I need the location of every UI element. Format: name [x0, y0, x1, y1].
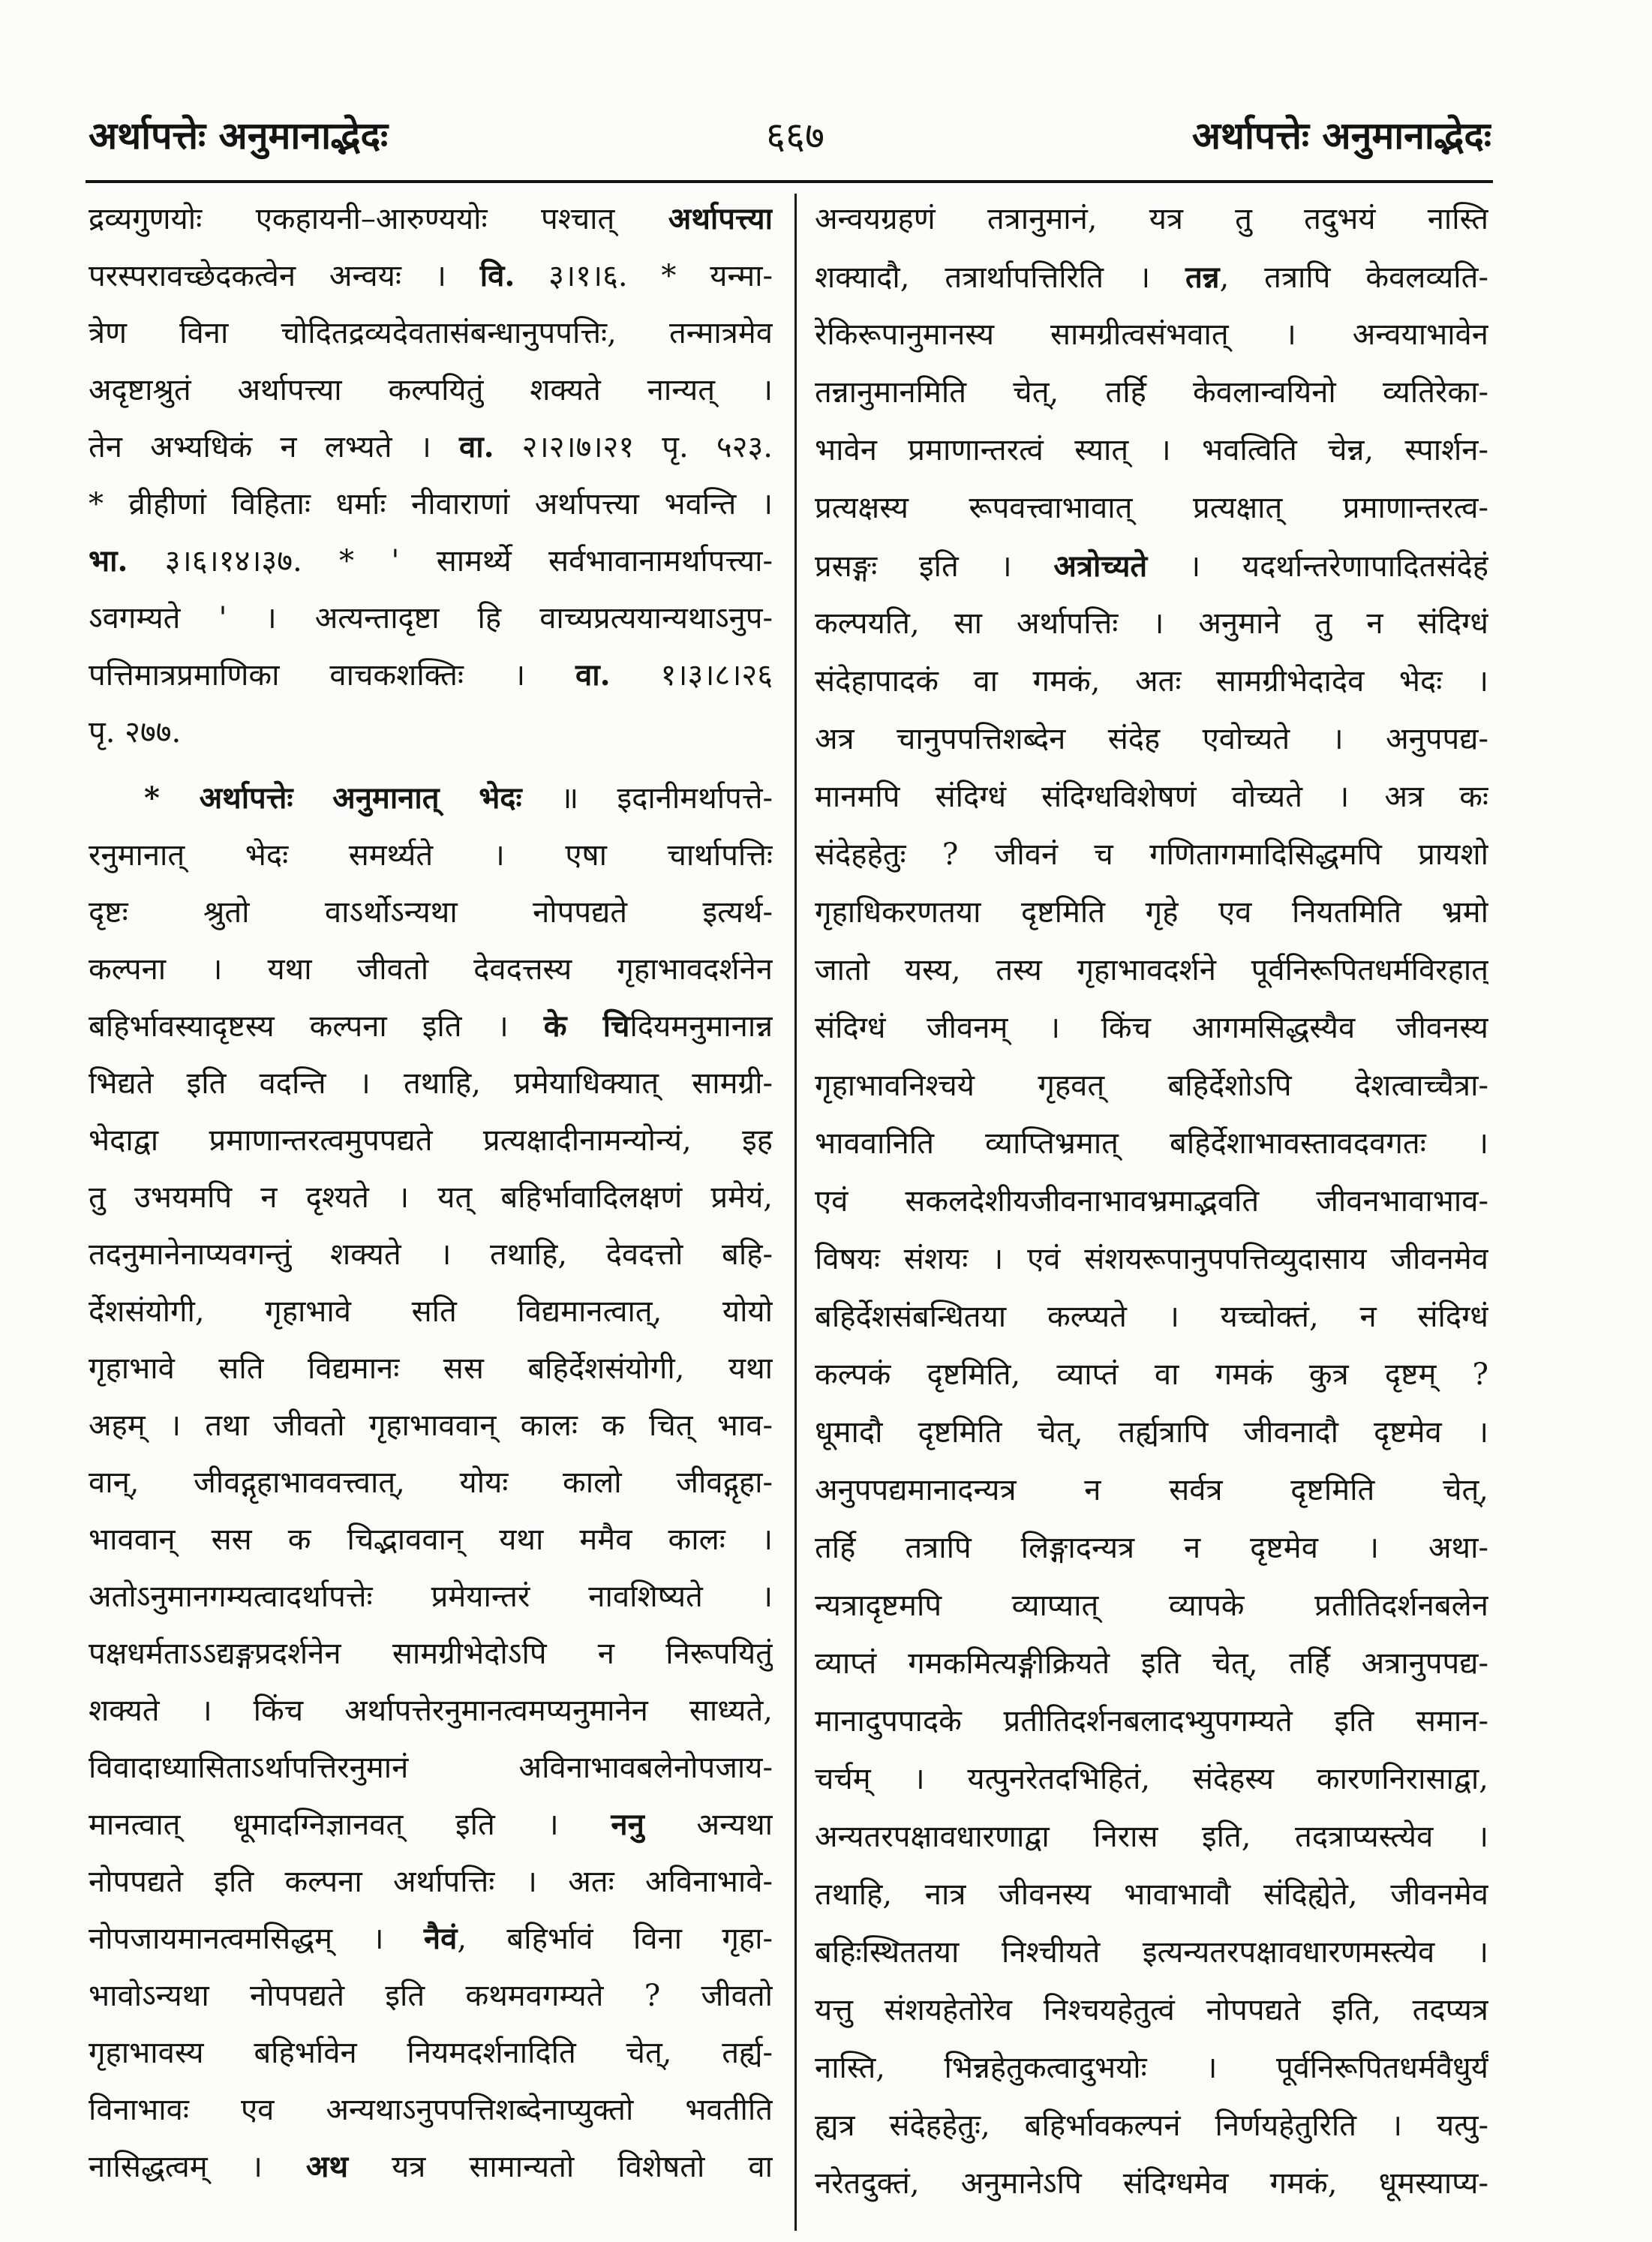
text-run: २।२।७।२१ पृ. ५२३. — [494, 430, 773, 464]
text-line — [89, 1796, 773, 1853]
text-run: कल्पयति, सा अर्थापत्तिः । अनुमाने तु न संदिग्धं — [815, 606, 1488, 641]
text-run: तदनुमानेनाप्यवगन्तुं शक्यते । तथाहि, देवदत्तो बहि- — [89, 1237, 773, 1272]
text-run: दृष्टः श्रुतो वाऽर्थोऽन्यथा नोपपद्यते इत्यर्थ- — [89, 895, 773, 930]
text-run: शक्यते । किंच अर्थापत्तेरनुमानत्वमप्यनुमानेन साध्यते, — [89, 1694, 773, 1728]
text-run: गृहाभावस्य बहिर्भावेन नियमदर्शनादिति चेत्, तर्ह्य- — [89, 2036, 773, 2070]
text-line — [89, 1112, 773, 1169]
text-line — [89, 248, 773, 305]
text-run: गृहाभावे सति विद्यमानः सस बहिर्देशसंयोगी, यथा — [89, 1351, 773, 1386]
text-run: मानादुपपादके प्रतीतिदर्शनबलादभ्युपगम्यते इति समान- — [815, 1704, 1488, 1739]
right-column — [815, 191, 1488, 2213]
text-line — [89, 1454, 773, 1511]
text-run: परस्परावच्छेदकत्वेन अन्वयः । — [89, 259, 480, 293]
text-run: प्रसङ्गः इति । — [815, 549, 1054, 584]
text-line — [815, 1057, 1488, 1115]
text-line — [89, 362, 773, 419]
text-run: पत्तिमात्रप्रमाणिका वाचकशक्तिः । — [89, 658, 576, 693]
text-line — [815, 537, 1488, 595]
text-run: वान्, जीवद्गृहाभाववत्त्वात्, योयः कालो जीवद्गृहा- — [89, 1465, 773, 1500]
text-line — [89, 1739, 773, 1796]
text-run: जातो यस्य, तस्य गृहाभावदर्शने पूर्वनिरूपितधर्मविरहात् — [815, 953, 1488, 987]
text-line — [89, 1625, 773, 1682]
text-run: अन्वयग्रहणं तत्रानुमानं, यत्र तु तदुभयं नास्ति — [815, 202, 1488, 236]
text-run: गृहाभावनिश्चये गृहवत् बहिर्देशोऽपि देशत्वाच्चैत्रा- — [815, 1068, 1488, 1103]
text-line — [89, 1511, 773, 1568]
text-line — [815, 1346, 1488, 1404]
text-line — [89, 590, 773, 647]
text-line — [815, 1635, 1488, 1693]
text-run: एवं सकलदेशीयजीवनाभावभ्रमाद्भवति जीवनभावाभाव- — [815, 1184, 1488, 1219]
text-line — [815, 1808, 1488, 1866]
text-line — [89, 827, 773, 884]
running-head-right: अर्थापत्तेः अनुमानाद्भेदः — [1191, 113, 1491, 158]
text-line — [815, 1404, 1488, 1462]
bold-text-run: वि. — [479, 258, 515, 293]
text-run: संदेहहेतुः ? जीवनं च गणितागमादिसिद्धमपि प्रायशो — [815, 837, 1488, 872]
text-line — [89, 1055, 773, 1112]
text-run: रनुमानात् भेदः समर्थ्यते । एषा चार्थापत्तिः — [89, 838, 773, 873]
text-line — [815, 2039, 1488, 2097]
text-line — [815, 1288, 1488, 1346]
text-run: ॥ इदानीमर्थापत्ते- — [521, 781, 773, 816]
text-line — [815, 1751, 1488, 1808]
text-run: यत्र सामान्यतो विशेषतो वा — [348, 2150, 773, 2184]
text-run: मानत्वात् धूमादग्निज्ञानवत् इति । — [89, 1808, 611, 1842]
text-run: अनुपपद्यमानादन्यत्र न सर्वत्र दृष्टमिति चेत्, — [815, 1473, 1488, 1507]
text-run: प्रत्यक्षस्य रूपवत्त्वाभावात् प्रत्यक्षात् प्रमाणान्तरत्व- — [815, 491, 1488, 525]
text-run: अदृष्टाश्रुतं अर्थापत्त्या कल्पयितुं शक्यते नान्यत् । — [89, 373, 773, 407]
text-run: विनाभावः एव अन्यथाऽनुपपत्तिशब्देनाप्युक्तो भवतीति — [89, 2093, 773, 2127]
text-run: न्यत्रादृष्टमपि व्याप्यात् व्यापके प्रतीतिदर्शनबलेन — [815, 1588, 1488, 1623]
text-line — [815, 1866, 1488, 1924]
text-run: पृ. २७७. — [89, 715, 182, 750]
text-line — [815, 306, 1488, 364]
text-line — [815, 1173, 1488, 1231]
text-line — [89, 476, 773, 533]
text-line — [815, 999, 1488, 1057]
text-run: ३।१।६. * यन्मा- — [515, 259, 773, 293]
text-run: भावेन प्रमाणान्तरत्वं स्यात् । भवत्विति चेन्न, स्पार्शन- — [815, 433, 1488, 467]
bold-text-run: * अर्थापत्तेः अनुमानात् भेदः — [144, 780, 522, 816]
header-rule — [86, 180, 1493, 183]
bold-text-run: के चि — [543, 1008, 630, 1044]
text-run: तर्हि तत्रापि लिङ्गादन्यत्र न दृष्टमेव । अथा- — [815, 1531, 1488, 1565]
text-run: ३।६।१४।३७. * ' सामर्थ्ये सर्वभावानामर्थापत्त्या- — [128, 544, 773, 579]
text-line — [815, 595, 1488, 653]
bold-text-run: वा. — [458, 429, 494, 464]
text-run: नासिद्धत्वम् । — [89, 2150, 306, 2184]
text-line — [89, 1568, 773, 1625]
text-line — [815, 1519, 1488, 1577]
text-run: भाववान् सस क चिद्भाववान् यथा ममैव कालः । — [89, 1522, 773, 1557]
text-run: तेन अभ्यधिकं न लभ्यते । — [89, 430, 459, 464]
column-divider — [794, 194, 797, 2231]
text-line — [815, 2097, 1488, 2155]
text-run: कल्पकं दृष्टमिति, व्याप्तं वा गमकं कुत्र दृष्टम् ? — [815, 1357, 1488, 1392]
text-line — [89, 191, 773, 248]
text-run: नरेतदुक्तं, अनुमानेऽपि संदिग्धमेव गमकं, धूमस्याप्य- — [815, 2166, 1488, 2201]
text-line — [89, 419, 773, 476]
text-run: ऽवगम्यते ' । अत्यन्तादृष्टा हि वाच्यप्रत्ययान्यथाऽनुप- — [89, 601, 773, 636]
text-run: पक्षधर्मताऽऽद्यङ्गप्रदर्शनेन सामग्रीभेदोऽपि न निरूपयितुं — [89, 1636, 773, 1671]
text-line — [89, 2138, 773, 2195]
text-run: शक्यादौ, तत्रार्थापत्तिरिति । — [815, 260, 1185, 295]
text-line — [89, 1682, 773, 1739]
text-run: अन्यथा — [644, 1808, 773, 1842]
text-line — [89, 704, 773, 761]
text-run: ह्यत्र संदेहहेतुः, बहिर्भावकल्पनं निर्णयहेतुरिति । यत्पु- — [815, 2108, 1488, 2143]
text-run: द्रव्यगुणयोः एकहायनी–आरुण्ययोः पश्चात् — [89, 202, 668, 236]
text-line — [89, 305, 773, 362]
text-run: बहिःस्थिततया निश्चीयते इत्यन्यतरपक्षावधारणमस्त्येव । — [815, 1935, 1488, 1970]
text-run: नास्ति, भिन्नहेतुकत्वादुभयोः । पूर्वनिरूपितधर्मवैधुर्यं — [815, 2051, 1488, 2085]
bold-text-run: भा. — [89, 543, 128, 579]
text-line — [815, 479, 1488, 537]
text-line — [815, 711, 1488, 768]
text-run: त्रेण विना चोदितद्रव्यदेवतासंबन्धानुपपत्तिः, तन्मात्रमेव — [89, 316, 773, 350]
text-run: भावोऽन्यथा नोपपद्यते इति कथमवगम्यते ? जीवतो — [89, 1979, 773, 2013]
bold-text-run: अर्थापत्त्या — [668, 201, 773, 236]
text-line — [815, 248, 1488, 306]
text-run: अत्र चानुपपत्तिशब्देन संदेह एवोच्यते । अनुपपद्य- — [815, 722, 1488, 756]
text-line — [89, 998, 773, 1055]
text-run: विवादाध्यासिताऽर्थापत्तिरनुमानं अविनाभावबलेनोपजाय- — [89, 1751, 773, 1785]
text-run: भिद्यते इति वदन्ति । तथाहि, प्रमेयाधिक्यात् सामग्री- — [89, 1066, 773, 1101]
text-line — [89, 533, 773, 590]
text-run: धूमादौ दृष्टमिति चेत्, तर्ह्यत्रापि जीवनादौ दृष्टमेव । — [815, 1415, 1488, 1450]
text-run: नोपपद्यते इति कल्पना अर्थापत्तिः । अतः अविनाभावे- — [89, 1865, 773, 1899]
text-run: तथाहि, नात्र जीवनस्य भावाभावौ संदिह्येते, जीवनमेव — [815, 1877, 1488, 1912]
bold-text-run: तन्न — [1185, 260, 1220, 295]
text-run: * व्रीहीणां विहिताः धर्माः नीवाराणां अर्थापत्त्या भवन्ति । — [89, 487, 773, 521]
text-line — [815, 942, 1488, 999]
bold-text-run: अथ — [305, 2149, 349, 2184]
text-run: अन्यतरपक्षावधारणाद्वा निरास इति, तदत्राप्यस्त्येव । — [815, 1820, 1488, 1854]
text-line — [815, 1982, 1488, 2039]
text-run: बहिर्देशसंबन्धितया कल्प्यते । यच्चोक्तं, न संदिग्धं — [815, 1300, 1488, 1334]
text-line — [815, 1577, 1488, 1635]
text-line — [89, 1853, 773, 1910]
text-line — [89, 1340, 773, 1397]
text-run: कल्पना । यथा जीवतो देवदत्तस्य गृहाभावदर्शनेन — [89, 952, 773, 987]
text-run: गृहाधिकरणतया दृष्टमिति गृहे एव नियतमिति भ्रमो — [815, 895, 1488, 930]
text-line — [815, 1924, 1488, 1982]
text-line — [815, 191, 1488, 248]
text-run: १।३।८।२६ — [610, 658, 773, 693]
text-run: भाववानिति व्याप्तिभ्रमात् बहिर्देशाभावस्तावदवगतः । — [815, 1126, 1488, 1161]
text-line — [89, 941, 773, 998]
text-run: र्देशसंयोगी, गृहाभावे सति विद्यमानत्वात्, योयो — [89, 1294, 773, 1329]
text-line — [815, 1462, 1488, 1519]
text-run: । यदर्थान्तरेणापादितसंदेहं — [1147, 549, 1488, 584]
bold-text-run: ननु — [611, 1807, 644, 1842]
text-line — [89, 647, 773, 704]
text-line — [815, 2155, 1488, 2213]
text-run: , तत्रापि केवलव्यति- — [1219, 260, 1488, 295]
text-line — [815, 1115, 1488, 1173]
left-column — [89, 191, 773, 2195]
text-run: संदेहापादकं वा गमकं, अतः सामग्रीभेदादेव भेदः । — [815, 664, 1488, 699]
text-line — [89, 1910, 773, 1967]
text-line — [89, 2024, 773, 2081]
text-line — [89, 884, 773, 941]
text-line — [815, 826, 1488, 884]
text-line — [815, 884, 1488, 942]
text-run: मानमपि संदिग्धं संदिग्धविशेषणं वोच्यते । अत्र कः — [815, 780, 1488, 814]
text-run: रेकिरूपानुमानस्य सामग्रीत्वसंभवात् । अन्वयाभावेन — [815, 317, 1488, 352]
bold-text-run: वा. — [575, 657, 611, 693]
text-run: , बहिर्भावं विना गृहा- — [457, 1922, 773, 1956]
text-run: यत्तु संशयहेतोरेव निश्चयहेतुत्वं नोपपद्यते इति, तदप्यत्र — [815, 1993, 1488, 2027]
text-run: विषयः संशयः । एवं संशयरूपानुपपत्तिव्युदासाय जीवनमेव — [815, 1242, 1488, 1276]
text-line — [815, 364, 1488, 422]
text-line — [815, 768, 1488, 826]
text-run: बहिर्भावस्यादृष्टस्य कल्पना इति । — [89, 1009, 544, 1044]
text-line — [89, 2081, 773, 2138]
text-line — [815, 653, 1488, 711]
text-line — [89, 1169, 773, 1226]
text-run: भेदाद्वा प्रमाणान्तरत्वमुपपद्यते प्रत्यक्षादीनामन्योन्यं, इह — [89, 1123, 773, 1158]
text-line — [89, 770, 773, 827]
text-run: चर्चम् । यत्पुनरेतदभिहितं, संदेहस्य कारणनिरासाद्वा, — [815, 1762, 1488, 1796]
running-head-left: अर्थापत्तेः अनुमानाद्भेदः — [89, 113, 389, 158]
text-line — [815, 1693, 1488, 1751]
text-run: तन्नानुमानमिति चेत्, तर्हि केवलान्वयिनो व्यतिरेका- — [815, 375, 1488, 410]
text-run: नोपजायमानत्वमसिद्धम् । — [89, 1922, 424, 1956]
text-line — [89, 1397, 773, 1454]
text-run: तु उभयमपि न दृश्यते । यत् बहिर्भावादिलक्षणं प्रमेयं, — [89, 1180, 773, 1215]
text-run: दियमनुमानान्न — [629, 1009, 773, 1044]
bold-text-run: अत्रोच्यते — [1053, 548, 1148, 584]
page-number: ६६७ — [766, 114, 824, 158]
text-line — [89, 1283, 773, 1340]
text-run: अहम् । तथा जीवतो गृहाभाववान् कालः क चित् भाव- — [89, 1408, 773, 1443]
text-line — [89, 1226, 773, 1283]
text-line — [815, 422, 1488, 479]
text-run: अतोऽनुमानगम्यत्वादर्थापत्तेः प्रमेयान्तरं नावशिष्यते । — [89, 1579, 773, 1614]
bold-text-run: नैवं — [423, 1921, 458, 1956]
text-line — [815, 1231, 1488, 1288]
text-run: व्याप्तं गमकमित्यङ्गीक्रियते इति चेत्, तर्हि अत्रानुपपद्य- — [815, 1646, 1488, 1681]
text-line — [89, 1967, 773, 2024]
text-run: संदिग्धं जीवनम् । किंच आगमसिद्धस्यैव जीवनस्य — [815, 1011, 1488, 1045]
